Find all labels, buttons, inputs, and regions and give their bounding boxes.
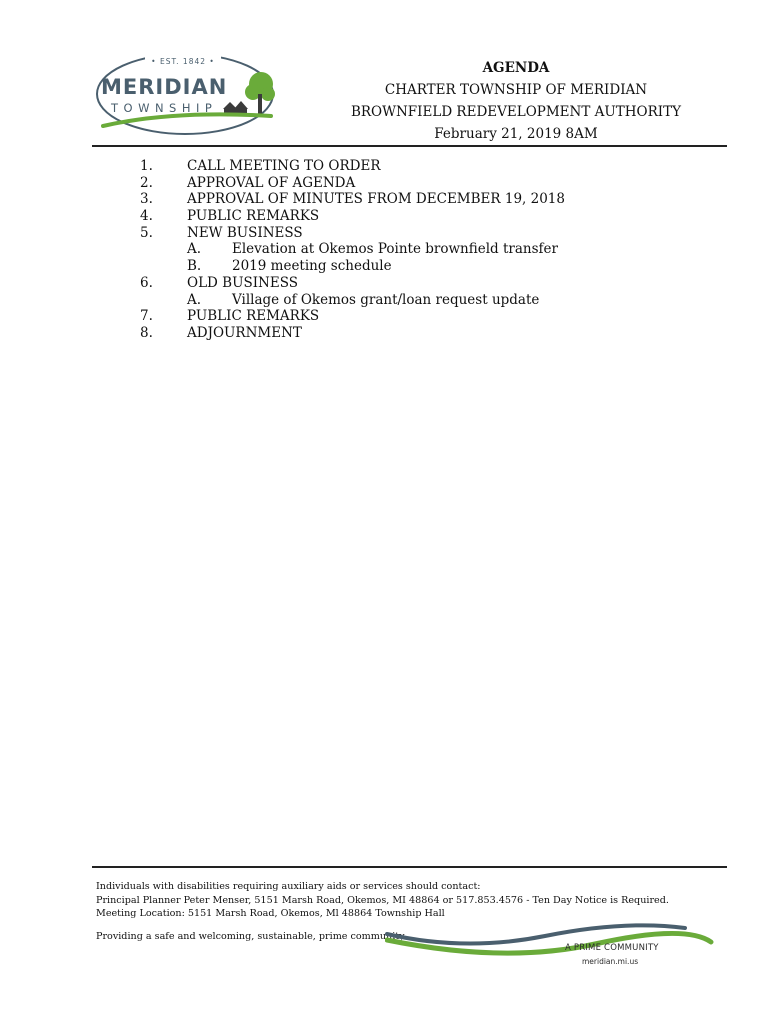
accessibility-notice: Individuals with disabilities requiring auxiliary aids or services should contact: — [96, 881, 481, 892]
item-text: APPROVAL OF MINUTES FROM DECEMBER 19, 2018 — [187, 191, 565, 208]
logo-graphic — [93, 50, 283, 140]
agenda-title: AGENDA — [482, 60, 550, 76]
meeting-location: Meeting Location: 5151 Marsh Road, Okemos, Ml 48864 Township Hall — [96, 908, 445, 919]
footer-swoosh-graphic — [385, 918, 715, 970]
item-text: APPROVAL OF AGENDA — [187, 174, 356, 191]
item-number: 8. — [140, 324, 153, 341]
agenda-header — [330, 57, 702, 145]
tree-icon — [245, 72, 275, 116]
footer-divider — [92, 866, 727, 868]
item-number: 1. — [140, 158, 153, 174]
logo-sub-text: TOWNSHIP — [111, 101, 218, 115]
subitem-text: Village of Okemos grant/loan request update — [232, 291, 540, 308]
header-divider — [92, 145, 727, 147]
item-text: OLD BUSINESS — [187, 274, 298, 291]
item-text: ADJOURNMENT — [187, 324, 302, 341]
item-number: 4. — [140, 208, 153, 225]
logo-name-text: MERIDIAN — [101, 75, 228, 99]
township-name: CHARTER TOWNSHIP OF MERIDIAN — [384, 82, 648, 98]
subitem-letter: A. — [187, 241, 202, 258]
tagline: Providing a safe and welcoming, sustainable, prime community — [96, 931, 405, 942]
footer-notice — [96, 880, 669, 921]
item-number: 5. — [140, 224, 153, 241]
item-text: PUBLIC REMARKS — [187, 208, 320, 225]
item-number: 6. — [140, 274, 153, 291]
subitem-text: Elevation at Okemos Pointe brownfield transfer — [232, 241, 558, 258]
prime-community-label: A PRIME COMMUNITY — [565, 943, 659, 953]
item-text: NEW BUSINESS — [187, 224, 303, 241]
logo-est-text: • EST. 1842 • — [151, 57, 215, 66]
subitem-letter: B. — [187, 258, 202, 275]
item-text: PUBLIC REMARKS — [187, 308, 320, 325]
meridian-township-logo — [93, 50, 283, 140]
item-number: 3. — [140, 191, 153, 208]
item-number: 2. — [140, 174, 153, 191]
subitem-letter: A. — [187, 291, 202, 308]
website-label: meridian.mi.us — [582, 957, 639, 966]
subitem-text: 2019 meeting schedule — [232, 258, 392, 275]
meeting-date: February 21, 2019 8AM — [434, 126, 598, 142]
contact-info: Principal Planner Peter Menser, 5151 Marsh Road, Okemos, MI 48864 or 517.853.4576 - Ten Day Notice is Required. — [96, 894, 669, 906]
item-text: CALL MEETING TO ORDER — [187, 158, 381, 174]
authority-name: BROWNFIELD REDEVELOPMENT AUTHORITY — [350, 104, 682, 120]
item-number: 7. — [140, 308, 153, 325]
